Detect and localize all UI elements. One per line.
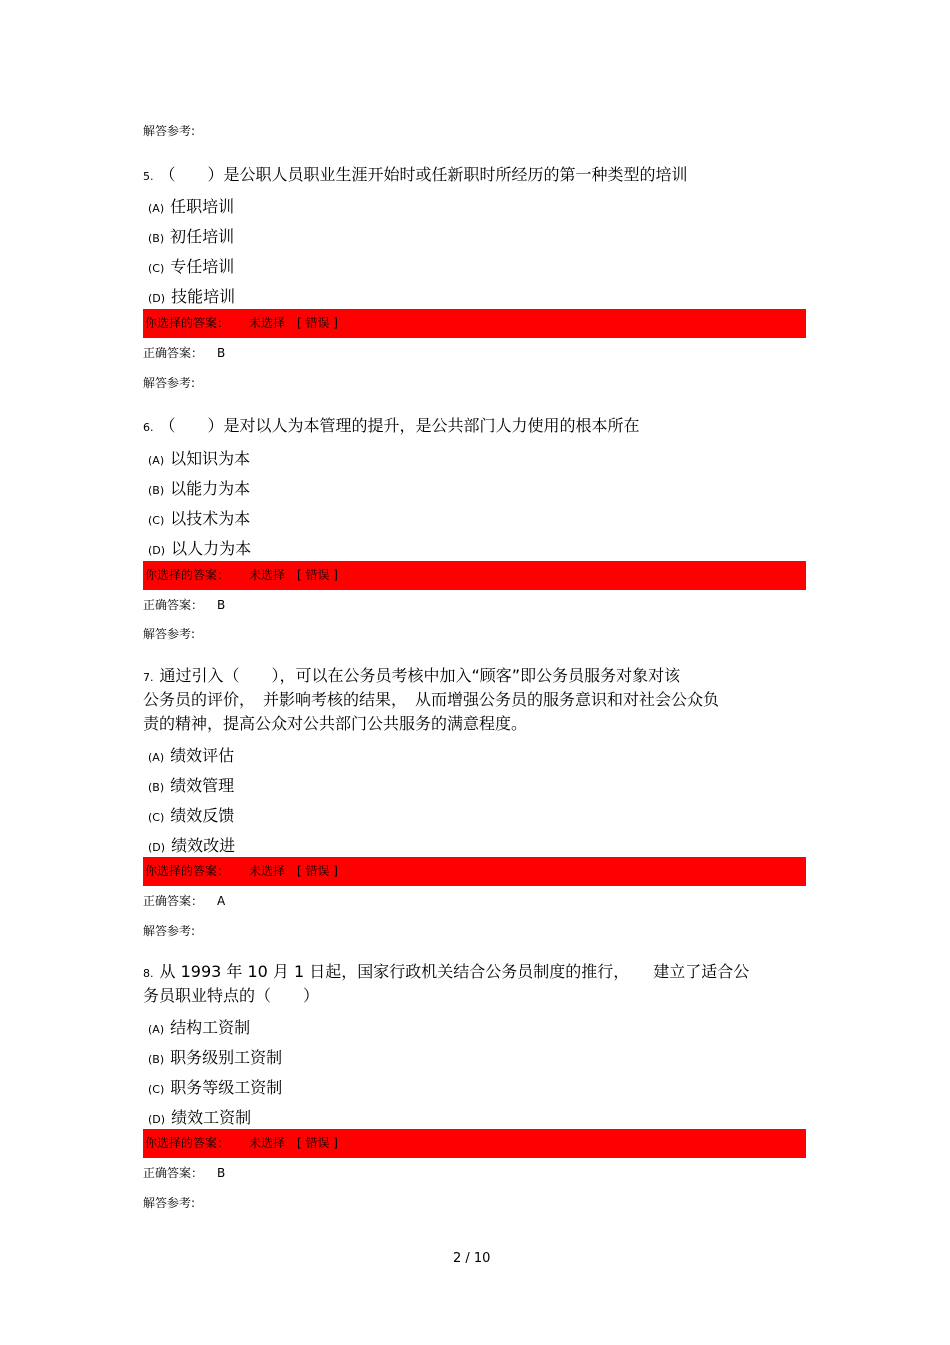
question-text <box>143 414 640 440</box>
answer-reference-label: 解答参考: <box>143 1196 196 1210</box>
option-c: (C) 以技术为本 <box>148 509 251 528</box>
question-number: 5. <box>143 170 154 183</box>
your-answer-bar: 你选择的答案： 未选择 [ 错误 ] <box>143 857 806 886</box>
option-a: (A) 任职培训 <box>148 197 235 216</box>
question-line: （ ）是公职人员职业生涯开始时或任新职时所经历的第一种类型的培训 <box>159 165 688 184</box>
question-text <box>143 163 688 189</box>
question-line: 通过引入（ ），可以在公务员考核中加入“顾客”即公务员服务对象对该 <box>159 666 681 685</box>
option-b: (B) 职务级别工资制 <box>148 1048 283 1067</box>
question-line: 务员职业特点的（ ） <box>143 986 320 1005</box>
option-b: (B) 以能力为本 <box>148 479 251 498</box>
question-line: 公务员的评价， 并影响考核的结果， 从而增强公务员的服务意识和对社会公众负 <box>143 690 720 709</box>
question-number: 7. <box>143 671 154 684</box>
option-a: (A) 绩效评估 <box>148 746 235 765</box>
answer-reference-label: 解答参考: <box>143 924 196 938</box>
option-c: (C) 绩效反馈 <box>148 806 235 825</box>
your-answer-bar: 你选择的答案： 未选择 [ 错误 ] <box>143 1129 806 1158</box>
option-d: (D) 绩效改进 <box>148 836 236 855</box>
option-d: (D) 以人力为本 <box>148 539 252 558</box>
option-b: (B) 初任培训 <box>148 227 235 246</box>
question-number: 8. <box>143 967 154 980</box>
answer-reference-label: 解答参考: <box>143 627 196 641</box>
option-a: (A) 以知识为本 <box>148 449 251 468</box>
option-b: (B) 绩效管理 <box>148 776 235 795</box>
option-c: (C) 专任培训 <box>148 257 235 276</box>
question-text <box>143 960 749 986</box>
answer-reference-label: 解答参考: <box>143 376 196 390</box>
page-number: 2 / 10 <box>453 1251 491 1266</box>
question-line: （ ）是对以人为本管理的提升，是公共部门人力使用的根本所在 <box>159 416 640 435</box>
your-answer-bar: 你选择的答案： 未选择 [ 错误 ] <box>143 309 806 338</box>
question-text <box>143 664 680 690</box>
question-number: 6. <box>143 421 154 434</box>
correct-answer: 正确答案： A <box>143 894 226 908</box>
option-d: (D) 技能培训 <box>148 287 236 306</box>
correct-answer: 正确答案： B <box>143 346 226 360</box>
correct-answer: 正确答案： B <box>143 1166 226 1180</box>
correct-answer: 正确答案： B <box>143 598 226 612</box>
question-line: 从 1993 年 10 月 1 日起，国家行政机关结合公务员制度的推行， 建立了适合公 <box>159 962 750 981</box>
question-line: 责的精神，提高公众对公共部门公共服务的满意程度。 <box>143 714 528 733</box>
option-a: (A) 结构工资制 <box>148 1018 251 1037</box>
answer-reference-label: 解答参考: <box>143 124 196 138</box>
your-answer-bar: 你选择的答案： 未选择 [ 错误 ] <box>143 561 806 590</box>
option-d: (D) 绩效工资制 <box>148 1108 252 1127</box>
option-c: (C) 职务等级工资制 <box>148 1078 283 1097</box>
